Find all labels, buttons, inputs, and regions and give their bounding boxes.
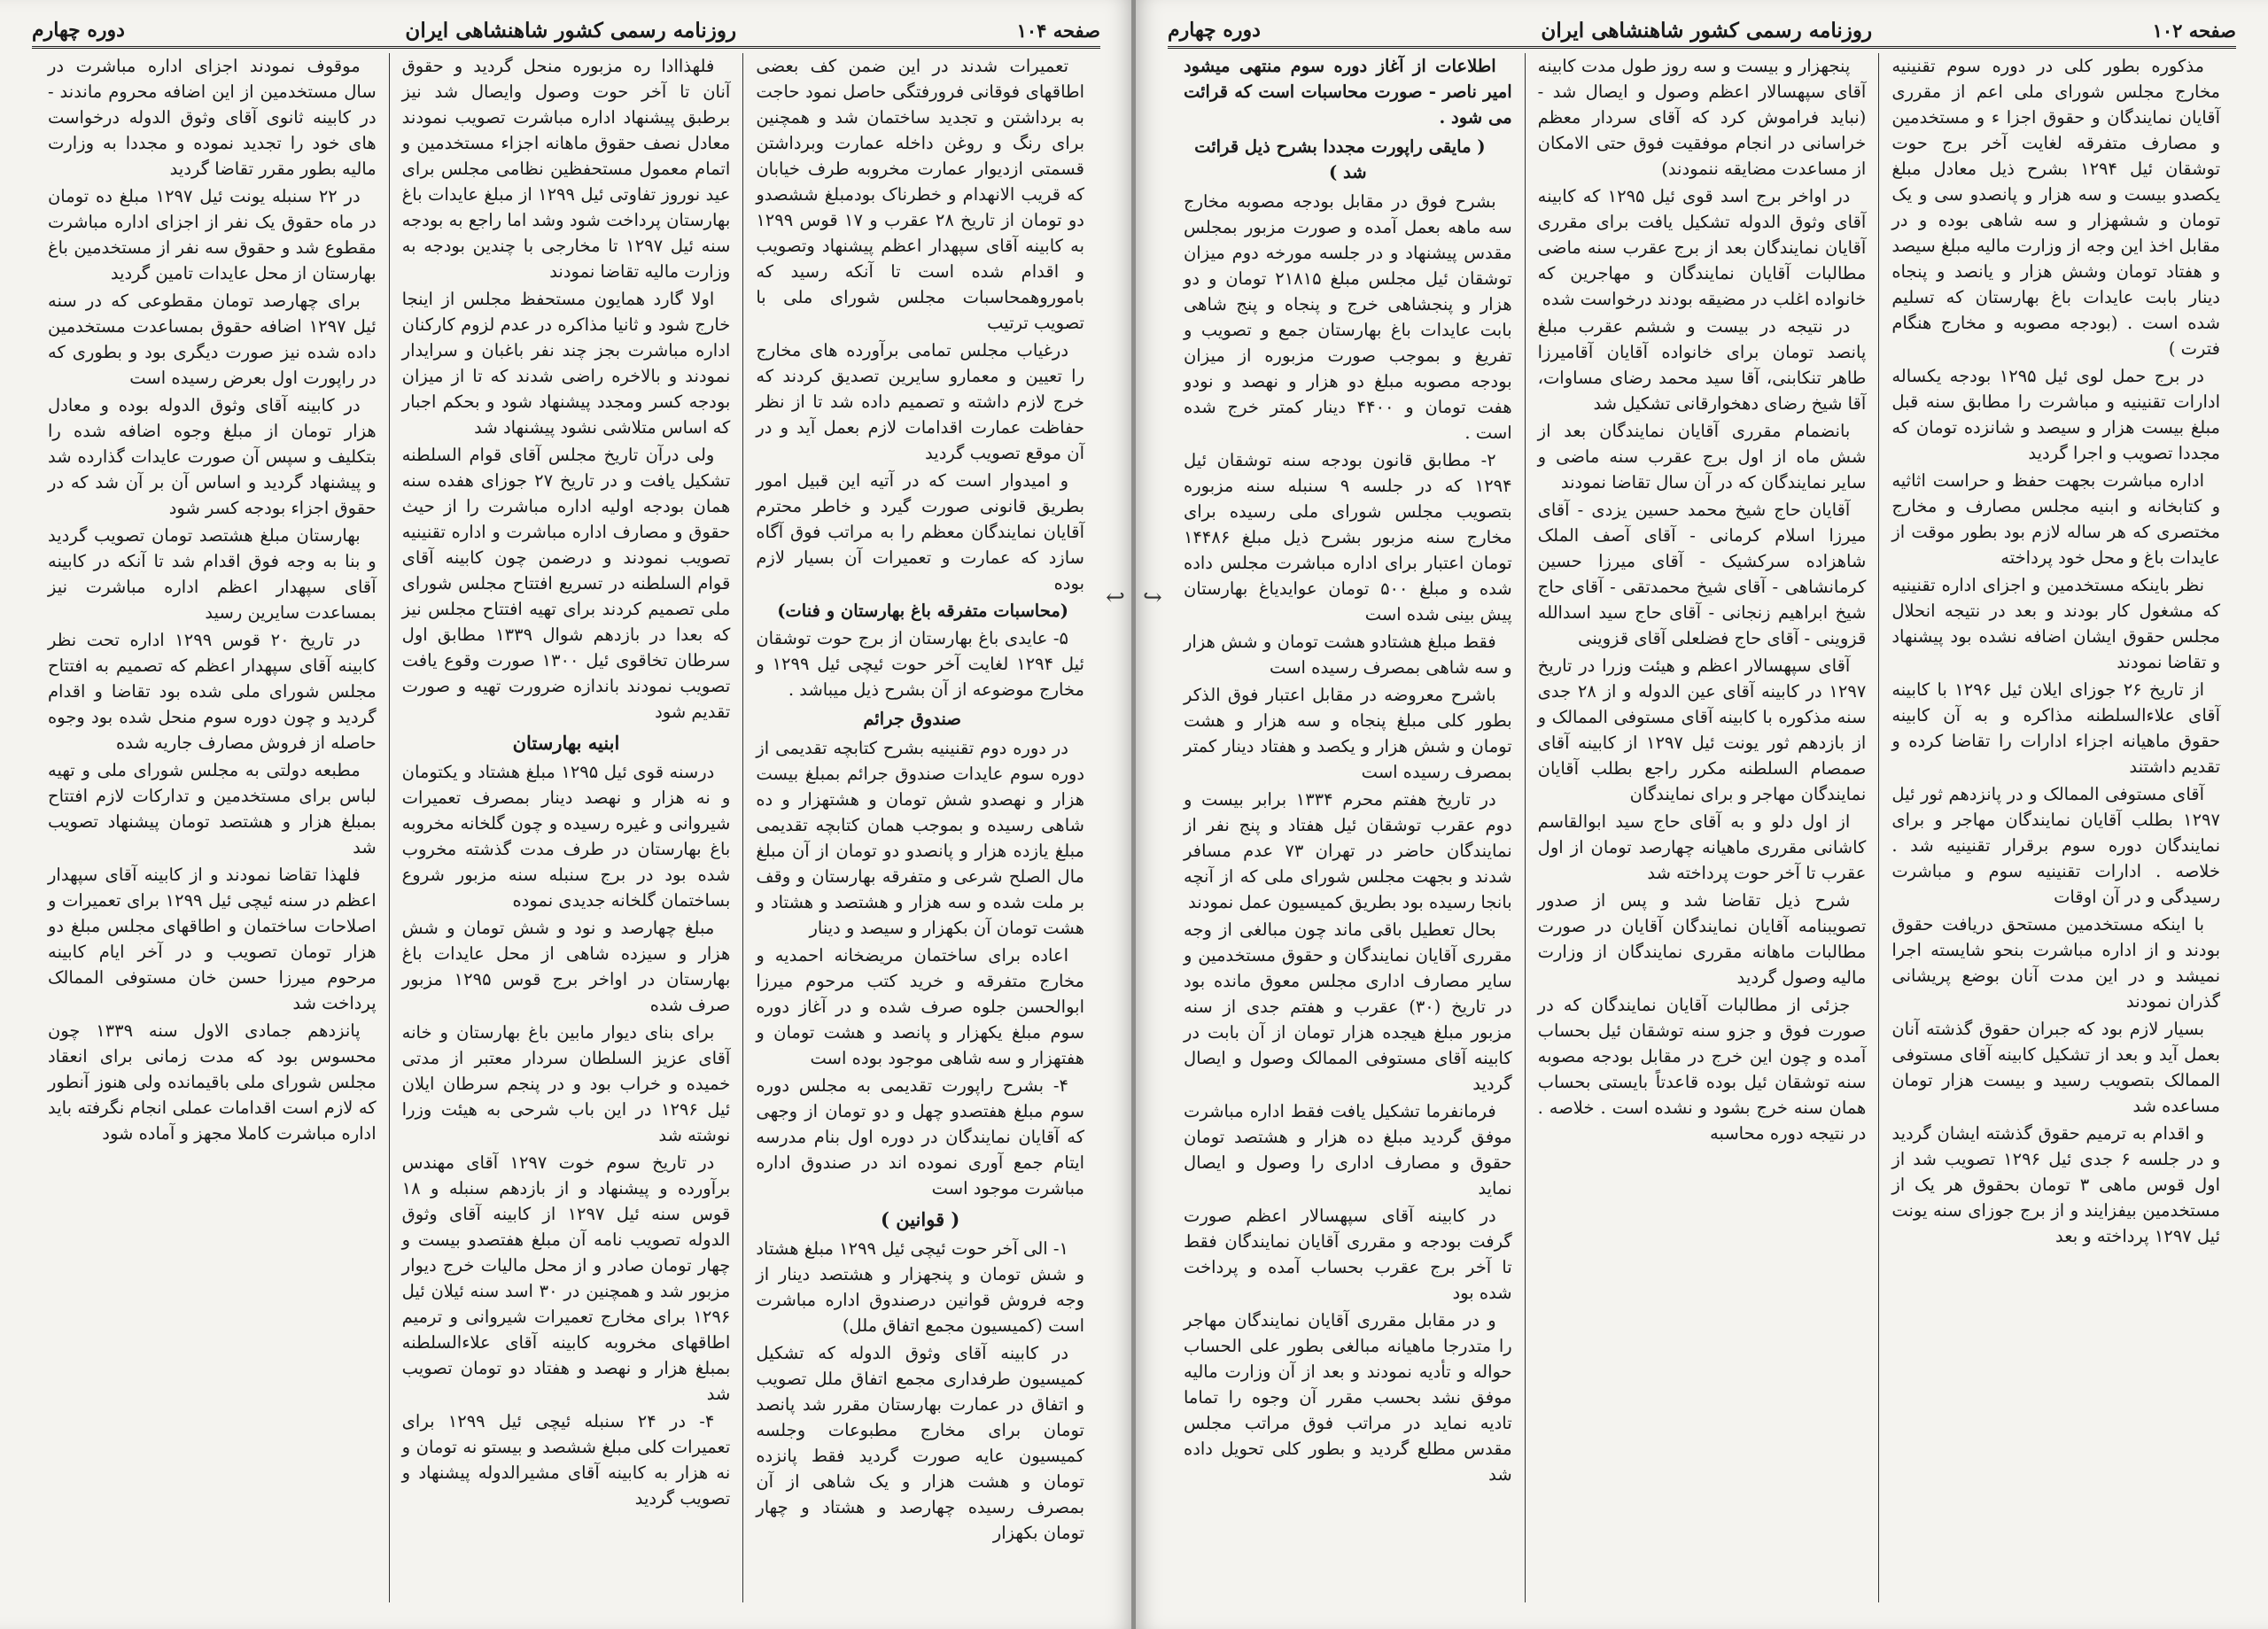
section-caption: (محاسبات متفرقه باغ بهارستان و فنات): [777, 601, 1068, 621]
subsection-title: صندوق جرائم: [863, 709, 961, 729]
paragraph: درغیاب مجلس تمامی برآورده های مخارج را تعیین و معمارو سایرین تصدیق کردند که خرج لازم داشته و تصمیم داده شد تا از نظر حفاظت عمارت اقدامات لازم بعمل آید و در آن موقع تصویب گردید: [756, 340, 1084, 463]
paragraph: در تاریخ سوم خوت ۱۲۹۷ آقای مهندس برآورده و پیشنهاد و از بازدهم سنبله و ۱۸ قوس سنه ئیل ۱۲۹۷ از کابینه آقای وثوق الدوله تصویب نامه آن مبلغ هفتصدو بیست و چهار تومان صادر و از محل مالیات خرج دیوار مزبور شد و همچنین در ۳۰ اسد سنه ئیلان ئیل ۱۲۹۶ برای مخارج تعمیرات شیروانی و ترمیم اطاقهای مخروبه کابینه آقای علاءالسلطنه بمبلغ هزار و نهصد و هفتاد دو تومان تصویب شد: [401, 1152, 731, 1404]
paragraph: مطبعه دولتی به مجلس شورای ملی و تهیه لباس برای مستخدمین و تدارکات لازم افتتاح بمبلغ هزار و هشتصد تومان پیشنهاد تصویب شد: [47, 760, 377, 857]
left-columns: [35, 53, 1097, 1602]
paragraph: بهارستان مبلغ هشتصد تومان تصویب گردید و بنا به وجه فوق اقدام شد تا آنکه در کابینه آقای سپهدار اعظم اداره مباشرت نیز بمساعدت سایرین رسید: [47, 525, 377, 623]
paragraph: و اقدام به ترمیم حقوق گذشته ایشان گردید و در جلسه ۶ جدی ئیل ۱۲۹۶ تصویب شد از اول قوس ماهی ۳ تومان بحقوق هر یک از مستخدمین بیفزایند و از برج جوزای سنه یونت ئیل ۱۲۹۷ پرداخته و بعد: [1891, 1123, 2220, 1246]
page-number: صفحه ۱۰۲: [2152, 19, 2236, 42]
paragraph: اولا گارد همایون مستحفظ مجلس از اینجا خارج شود و ثانیا مذاکره در عدم لزوم کارکنان اداره مباشرت بجز چند نفر باغبان و سرایدار نمودند و بالاخره راضی شدند که تا از میزان بودجه کسر ومجدد پیشنهاد شود و بحکم اجبار که اساس متلاشی نشود پیشنهاد شد: [401, 289, 731, 438]
paragraph: شرح ذیل تقاضا شد و پس از صدور تصویبنامه آقایان نمایندگان آقایان در صورت مطالبات ماهانه مقرری نمایندگان از وزارت مالیه وصول گردید: [1537, 890, 1867, 988]
paragraph: در تاریخ ۲۰ قوس ۱۲۹۹ اداره تحت نظر کابینه آقای سپهدار اعظم که تصمیم به افتتاح مجلس شورای ملی شده بود تقاضا و اقدام گردید و چون دوره سوم منحل شده بود وجوه حاصله از فروش مصارف جاریه شده: [47, 630, 377, 753]
paragraph: جزئی از مطالبات آقایان نمایندگان که در صورت فوق و جزو سنه توشقان ئیل بحساب آمده و چون این خرج در مقابل بودجه مصوبه سنه توشقان ئیل بوده قاعدتاً بایستی بحساب همان سنه خرج بشود و نشده است . خلاصه . در نتیجه دوره محاسبه: [1537, 995, 1867, 1144]
right-columns: [1171, 53, 2233, 1602]
paragraph: ۲- مطابق قانون بودجه سنه توشقان ئیل ۱۲۹۴ که در جلسه ۹ سنبله سنه مزبوره بتصویب مجلس شورای ملی رسیده برای مخارج سنه مزبور بشرح ذیل مبلغ ۱۴۴۸۶ تومان اعتبار برای اداره مباشرت مجلس داده شده و مبلغ ۵۰۰ تومان عوایدیاغ بهارستان پیش بینی شده است: [1183, 450, 1512, 624]
newspaper-title: روزنامه رسمی کشور شاهنشاهی ایران: [405, 18, 737, 43]
paragraph: آقای سپهسالار اعظم و هیئت وزرا در تاریخ ۱۲۹۷ در کابینه آقای عین الدوله و از ۲۸ جدی سنه مذکوره با کابینه آقای مستوفی الممالک و از بازدهم ثور یونت ئیل ۱۲۹۷ از کابینه آقای صمصام السلطنه مکرر راجع بطلب آقایان نمایندگان مهاجر و برای نمایندگان: [1537, 655, 1867, 804]
paragraph: بحال تعطیل باقی ماند چون مبالغی از وجه مقرری آقایان نمایندگان و حقوق مستخدمین و سایر مصارف اداری مجلس معوق مانده بود در تاریخ (۳۰) عقرب و هفتم جدی از سنه مزبور مبلغ هیجده هزار تومان از آن بابت در کابینه آقای مستوفی الممالک وصول و ایصال گردید: [1183, 919, 1512, 1094]
paragraph: نظر باینکه مستخدمین و اجزای اداره تقنینیه که مشغول کار بودند و بعد در نتیجه انحلال مجلس حقوق ایشان اضافه نشده بود پیشنهاد و تقاضا نمودند: [1891, 575, 2220, 672]
binding-mark-icon: ↩: [1106, 585, 1125, 611]
paragraph: بشرح فوق در مقابل بودجه مصوبه مخارج سه ماهه بعمل آمده و صورت مزبور بمجلس مقدس پیشنهاد و در جلسه مورخه دوم میزان توشقان ئیل مجلس مبلغ ۲۱۸۱۵ تومان و دو هزار و پنجشاهی خرج و پنجاه و پنج شاهی بابت عایدات باغ بهارستان جمع و تصویب و تفریغ و بموجب صورت مزبوره از میزان بودجه مصوبه مبلغ دو هزار و نهصد و نودو هفت تومان و ۴۴۰۰ دینار کمتر خرج شده است .: [1183, 191, 1512, 443]
left-page: [0, 0, 1132, 1629]
paragraph: آقای مستوفی الممالک و در پانزدهم ثور ئیل ۱۲۹۷ بطلب آقایان نمایندگان مهاجر و برای نمایندگان دوره سوم برقرار تقنینیه شد . خلاصه . ادارات تقنینیه سوم و مباشرت رسیدگی و در آن اوقات: [1891, 784, 2220, 907]
paragraph: اعاده برای ساختمان مریضخانه احمدیه و مخارج متفرقه و خرید کتب مرحوم میرزا ابوالحسن جلوه صرف شده و در آغاز دوره سوم مبلغ یکهزار و پانصد و هشت تومان و هفتهزار و سه شاهی موجود بوده است: [756, 945, 1084, 1068]
paragraph: در نتیجه در بیست و ششم عقرب مبلغ پانصد تومان برای خانواده آقایان آقامیرزا طاهر تنکابنی، آقا سید محمد رضای مساوات، آقا شیخ رضای دهخوارقانی تشکیل شد: [1537, 316, 1867, 414]
paragraph: اداره مباشرت بجهت حفظ و حراست اثاثیه و کتابخانه و ابنیه مجلس مصارف و مخارج مختصری که هر ساله لازم بود بطور موقت از عایدات باغ و محل خود پرداخته: [1891, 470, 2220, 568]
left-column-3: [35, 53, 389, 1602]
paragraph: پانزدهم جمادی الاول سنه ۱۳۳۹ چون محسوس بود که مدت زمانی برای انعقاد مجلس شورای ملی باقیمانده ولی هنوز آنطور که لازم است اقدامات عملی انجام نگرفته باید اداره مباشرت کاملا مجهز و آماده شود: [47, 1020, 377, 1144]
paragraph: ولی درآن تاریخ مجلس آقای قوام السلطنه تشکیل یافت و در تاریخ ۲۷ جوزای هفده سنه همان بودجه اولیه اداره مباشرت را از حیث حقوق و مصارف اداره مباشرت و اداره تقنینیه تصویب نمودند و درضمن چون کابینه آقای قوام السلطنه در تسریع افتتاح مجلس شورای ملی تصمیم کردند برای تهیه افتتاح مجلس نیز که بعدا در بازدهم شوال ۱۳۳۹ مطابق اول سرطان تخاقوی ئیل ۱۳۰۰ صورت وقوع یافت تصویب نمودند باندازه ضرورت تهیه و صورت تقدیم شود: [401, 445, 731, 722]
paragraph: در دوره دوم تقنینیه بشرح کتابچه تقدیمی از دوره سوم عایدات صندوق جرائم بمبلغ بیست هزار و نهصدو شش تومان و هشتهزار و ده شاهی رسیده و بموجب همان کتابچه تقدیمی مبلغ یازده هزار و پانصدو دو تومان از آن مبلغ مال الصلح شرعی و متفرقه بهارستان و وقف بر ملت شده و سه هزار و هشتصد و هشتاد و هشت تومان آن بکهزار و سیصد و دینار: [756, 738, 1084, 938]
paragraph: تعمیرات شدند در این ضمن کف بعضی اطاقهای فوقانی فرورفتگی حاصل نمود حاجت به برداشتن و تجدید ساختمان شد و همچنین برای رنگ و روغن داخله عمارت وبرداشتن قسمتی ازدیوار عمارت مخروبه طرف خیابان که قریب الانهدام و خطرناک بودمبلغ ششصدو دو تومان از تاریخ ۲۸ عقرب و ۱۷ قوس ۱۲۹۹ به کابینه آقای سپهدار اعظم پیشنهاد وتصویب و اقدام شده است تا آنکه رسید که باموروهمحاسبات مجلس شورای ملی با تصویب ترتیب: [756, 56, 1084, 333]
paragraph: بسیار لازم بود که جبران حقوق گذشته آنان بعمل آید و بعد از تشکیل کابینه آقای مستوفی الممالک بتصویب رسید و بیست هزار تومان مساعده شد: [1891, 1019, 2220, 1116]
right-column-3: [1171, 53, 1525, 1602]
paragraph: موقوف نمودند اجزای اداره مباشرت در سال مستخدمین از این اضافه محروم ماندند - در کابینه ثانوی آقای وثوق الدوله درخواست های خود را تجدید نموده و مجددا به وزارت مالیه بطور مقرر تقاضا گردید: [47, 56, 377, 179]
paragraph: در اواخر برج اسد قوی ئیل ۱۲۹۵ که کابینه آقای وثوق الدوله تشکیل یافت برای مقرری آقایان نمایندگان بعد از برج عقرب سنه ماضی مطالبات آقایان نمایندگان و مهاجرین که خانواده اغلب در مضیقه بودند درخواست شده: [1537, 186, 1867, 309]
paragraph: آقایان حاج شیخ محمد حسین یزدی - آقای میرزا اسلام کرمانی - آقای آصف الملک شاهزاده سرکشیک - آقای میرزا حسین کرمانشاهی - آقای شیخ محمدتقی - آقای حاج شیخ ابراهیم زنجانی - آقای حاج سید اسدالله قزوینی - آقای حاج فضلعلی آقای قزوینی: [1537, 500, 1867, 648]
paragraph: فلهذاادا ره مزبوره منحل گردید و حقوق آنان تا آخر حوت وصول وایصال شد نیز برطبق پیشنهاد اداره مباشرت تصویب نمودند معادل نصف حقوق ماهانه اجزاء مستخدمین و اتمام معمول مستحفظین نظامی مجلس برای عید نوروز تفاوتی ئیل ۱۲۹۹ از مبلغ عایدات باغ بهارستان پرداخت شود وشد اما راجع به بودجه سنه ئیل ۱۲۹۷ تا مخارجی با چندین بودجه به وزارت مالیه تقاضا نمودند: [401, 56, 731, 282]
edition-label: دوره چهارم: [1168, 19, 1261, 42]
paragraph: مذکوره بطور کلی در دوره سوم تقنینیه مخارج مجلس شورای ملی اعم از مقرری آقایان نمایندگان و حقوق اجزا ء و مستخدمین و مصارف متفرقه لغایت آخر برج حوت توشقان ئیل ۱۲۹۴ بشرح ذیل معادل مبلغ یکصدو بیست و سه هزار و پانصدو سی و یک تومان و ششهزار و سه شاهی بوده و در مقابل اخذ این وجه از وزارت مالیه مبلغ سیصد و هفتاد تومان وشش هزار و یانصد و پنجاه دینار بابت عایدات باغ بهارستان که تسلیم شده است . (بودجه مصوبه و مخارج هنگام فترت ): [1891, 56, 2220, 359]
paragraph: باشرح معروضه در مقابل اعتبار فوق الذکر بطور کلی مبلغ پنجاه و سه هزار و هشت تومان و شش هزار و یکصد و هفتاد دینار کمتر بمصرف رسیده است: [1183, 685, 1512, 782]
paragraph: درسنه قوی ئیل ۱۲۹۵ مبلغ هشتاد و یکتومان و نه هزار و نهصد دینار بمصرف تعمیرات شیروانی و غیره رسیده و چون گلخانه مخروبه باغ بهارستان در طرف مدت گذشته مخروب شده بود در برج سنبله سنه مزبور شروع بساختمان گلخانه جدیدی نموده: [401, 762, 731, 911]
right-page: [1136, 0, 2268, 1629]
paragraph: در کابینه آقای سپهسالار اعظم صورت گرفت بودجه و مقرری آقایان نمایندگان فقط تا آخر برج عقرب بحساب آمده و پرداخت شده بود: [1183, 1206, 1512, 1303]
paragraph: در کابینه آقای وثوق الدوله که تشکیل کمیسیون طرفداری مجمع اتفاق ملل تصویب و اتفاق در عمارت بهارستان مقرر شد پانصد تومان برای مخارج مطبوعات وجلسه کمیسیون عایه صورت گردید فقط پانزده تومان و هشت هزار و یک شاهی از آن بمصرف رسیده چهارصد و هشتاد و چهار تومان بکهزار: [756, 1343, 1084, 1543]
paragraph: و امیدوار است که در آتیه این قبیل امور بطریق قانونی صورت گیرد و خاطر محترم آقایان نمایندگان معظم را به مراتب فوق آگاه سازد که عمارت و تعمیرات آن بسیار لازم بوده: [756, 470, 1084, 593]
paragraph: فرمانفرما تشکیل یافت فقط اداره مباشرت موفق گردید مبلغ ده هزار و هشتصد تومان حقوق و مصارف اداری را وصول و ایصال نماید: [1183, 1101, 1512, 1198]
paragraph: در برج حمل لوی ئیل ۱۲۹۵ بودجه یکساله ادارات تقنینیه و مباشرت را مطابق سنه قبل مبلغ بیست هزار و سیصد و شانزده تومان که مجددا تصویب و اجرا گردید: [1891, 366, 2220, 463]
paragraph: برای بنای دیوار مابین باغ بهارستان و خانه آقای عزیز السلطان سردار معتبر از مدتی خمیده و خراب بود و در پنجم سرطان ایلان ئیل ۱۲۹۶ در این باب شرحی به هیئت وزرا نوشته شد: [401, 1022, 731, 1145]
paragraph: در کابینه آقای وثوق الدوله بوده و معادل هزار تومان از مبلغ وجوه اضافه شده را بتکلیف و سپس آن صورت عایدات گذارده شد و پیشنهاد گردید و اساس آن بر آن شد که در حقوق اجزاء بودجه کسر شود: [47, 395, 377, 518]
paragraph: بانضمام مقرری آقایان نمایندگان بعد از شش ماه از اول برج عقرب سنه ماضی و سایر نمایندگان که در آن سال تقاضا نمودند: [1537, 421, 1867, 493]
paragraph: مبلغ چهارصد و نود و شش تومان و شش هزار و سیزده شاهی از محل عایدات باغ بهارستان در اواخر برج قوس ۱۲۹۵ مزبور صرف شده: [401, 918, 731, 1015]
paragraph: در ۲۲ سنبله یونت ئیل ۱۲۹۷ مبلغ ده تومان در ماه حقوق یک نفر از اجزای اداره مباشرت مقطوع شد و حقوق سه نفر از مستخدمین باغ بهارستان از محل عایدات تامین گردید: [47, 186, 377, 283]
right-column-1: [1878, 53, 2233, 1602]
section-heading: ( قوانین ): [880, 1208, 960, 1230]
paragraph: ۴- در ۲۴ سنبله ئیچی ئیل ۱۲۹۹ برای تعمیرات کلی مبلغ ششصد و بیستو نه تومان و نه هزار به کابینه آقای مشیرالدوله پیشنهاد و تصویب گردید: [401, 1411, 731, 1509]
lead-paragraph: اطلاعات از آغاز دوره سوم منتهی میشود امیر ناصر - صورت محاسبات است که قرائت می شود .: [1183, 56, 1512, 128]
paragraph: از تاریخ ۲۶ جوزای ایلان ئیل ۱۲۹۶ با کابینه آقای علاءالسلطنه مذاکره و به آن کابینه حقوق ماهیانه اجزاء ادارات را تقاضا کرده و تقدیم داشتند: [1891, 679, 2220, 777]
paragraph: فلهذا تقاضا نمودند و از کابینه آقای سپهدار اعظم در سنه ئیچی ئیل ۱۲۹۹ برای تعمیرات و اصلاحات ساختمان و اطاقهای مجلس مبلغ دو هزار تومان تصویب و در آخر ایام کابینه مرحوم میرزا حسن خان مستوفی الممالک پرداخت شد: [47, 865, 377, 1013]
paragraph: ۵- عایدی باغ بهارستان از برج حوت توشقان ئیل ۱۲۹۴ لغایت آخر حوت ئیچی ئیل ۱۲۹۹ و مخارج موضوعه از آن بشرح ذیل میباشد .: [756, 628, 1084, 700]
section-heading: ابنیه بهارستان: [512, 732, 620, 754]
paragraph: ۱- الی آخر حوت ئیچی ئیل ۱۲۹۹ مبلغ هشتاد و شش تومان و پنجهزار و هشتصد دینار از وجه فروش قوانین درصندوق اداره مباشرت است (کمیسیون مجمع اتفاق ملل): [756, 1238, 1084, 1336]
paragraph: و در مقابل مقرری آقایان نمایندگان مهاجر را متدرجا ماهیانه مبالغی بطور علی الحساب حواله و تأدیه نمودند و بعد از آن وزارت مالیه موفق نشد بحسب مقرر آن وجوه را تماما تادیه نماید در مراتب فوق مراتب مجلس مقدس مطلع گردید و بطور کلی تحویل داده شد: [1183, 1310, 1512, 1485]
paragraph: پنجهزار و بیست و سه روز طول مدت کابینه آقای سپهسالار اعظم وصول و ایصال شد - (نباید فراموش کرد که آقای سردار معظم خراسانی در انجام موفقیت فوق حتی الامکان از مساعدت مضایقه ننمودند): [1537, 56, 1867, 179]
edition-label: دوره چهارم: [32, 19, 125, 42]
paragraph: در تاریخ هفتم محرم ۱۳۳۴ برابر بیست و دوم عقرب توشقان ئیل هفتاد و پنج نفر از نمایندگان حاضر در تهران ۷۳ عدم مسافر شدند و بجهت مجلس شورای ملی که از آنچه بانجا رسیده بود بطریق کمیسیون عمل نمودند: [1183, 789, 1512, 912]
binding-mark-icon: ↪: [1143, 585, 1162, 611]
paragraph: فقط مبلغ هشتادو هشت تومان و شش هزار و سه شاهی بمصرف رسیده است: [1183, 632, 1512, 678]
paragraph: ۴- بشرح راپورت تقدیمی به مجلس دوره سوم مبلغ هفتصدو چهل و دو تومان از وجهی که آقایان نمایندگان در دوره اول بنام مدرسه ایتام جمع آوری نموده اند در صندوق اداره مباشرت موجود است: [756, 1075, 1084, 1198]
right-column-2: [1525, 53, 1879, 1602]
paragraph: با اینکه مستخدمین مستحق دریافت حقوق بودند و از اداره مباشرت بنحو شایسته اجرا نمیشد و در این مدت آنان بوضع پریشانی گذران نمودند: [1891, 914, 2220, 1012]
newspaper-title: روزنامه رسمی کشور شاهنشاهی ایران: [1541, 18, 1873, 43]
paragraph: از اول دلو و به آقای حاج سید ابوالقاسم کاشانی مقرری ماهیانه چهارصد تومان از اول عقرب تا آخر حوت پرداخته شد: [1537, 811, 1867, 883]
left-column-1: [742, 53, 1097, 1602]
paragraph: برای چهارصد تومان مقطوعی که در سنه ئیل ۱۲۹۷ اضافه حقوق بمساعدت مستخدمین داده شده نیز صورت دیگری بود و بطوری که در راپورت اول بعرض رسیده است: [47, 291, 377, 388]
subsection-title: ( مایقی راپورت مجددا بشرح ذیل قرائت شد ): [1194, 136, 1486, 182]
page-number: صفحه ۱۰۴: [1016, 19, 1100, 42]
left-page-header: [32, 14, 1100, 49]
right-page-header: [1168, 14, 2236, 49]
left-column-2: [389, 53, 743, 1602]
